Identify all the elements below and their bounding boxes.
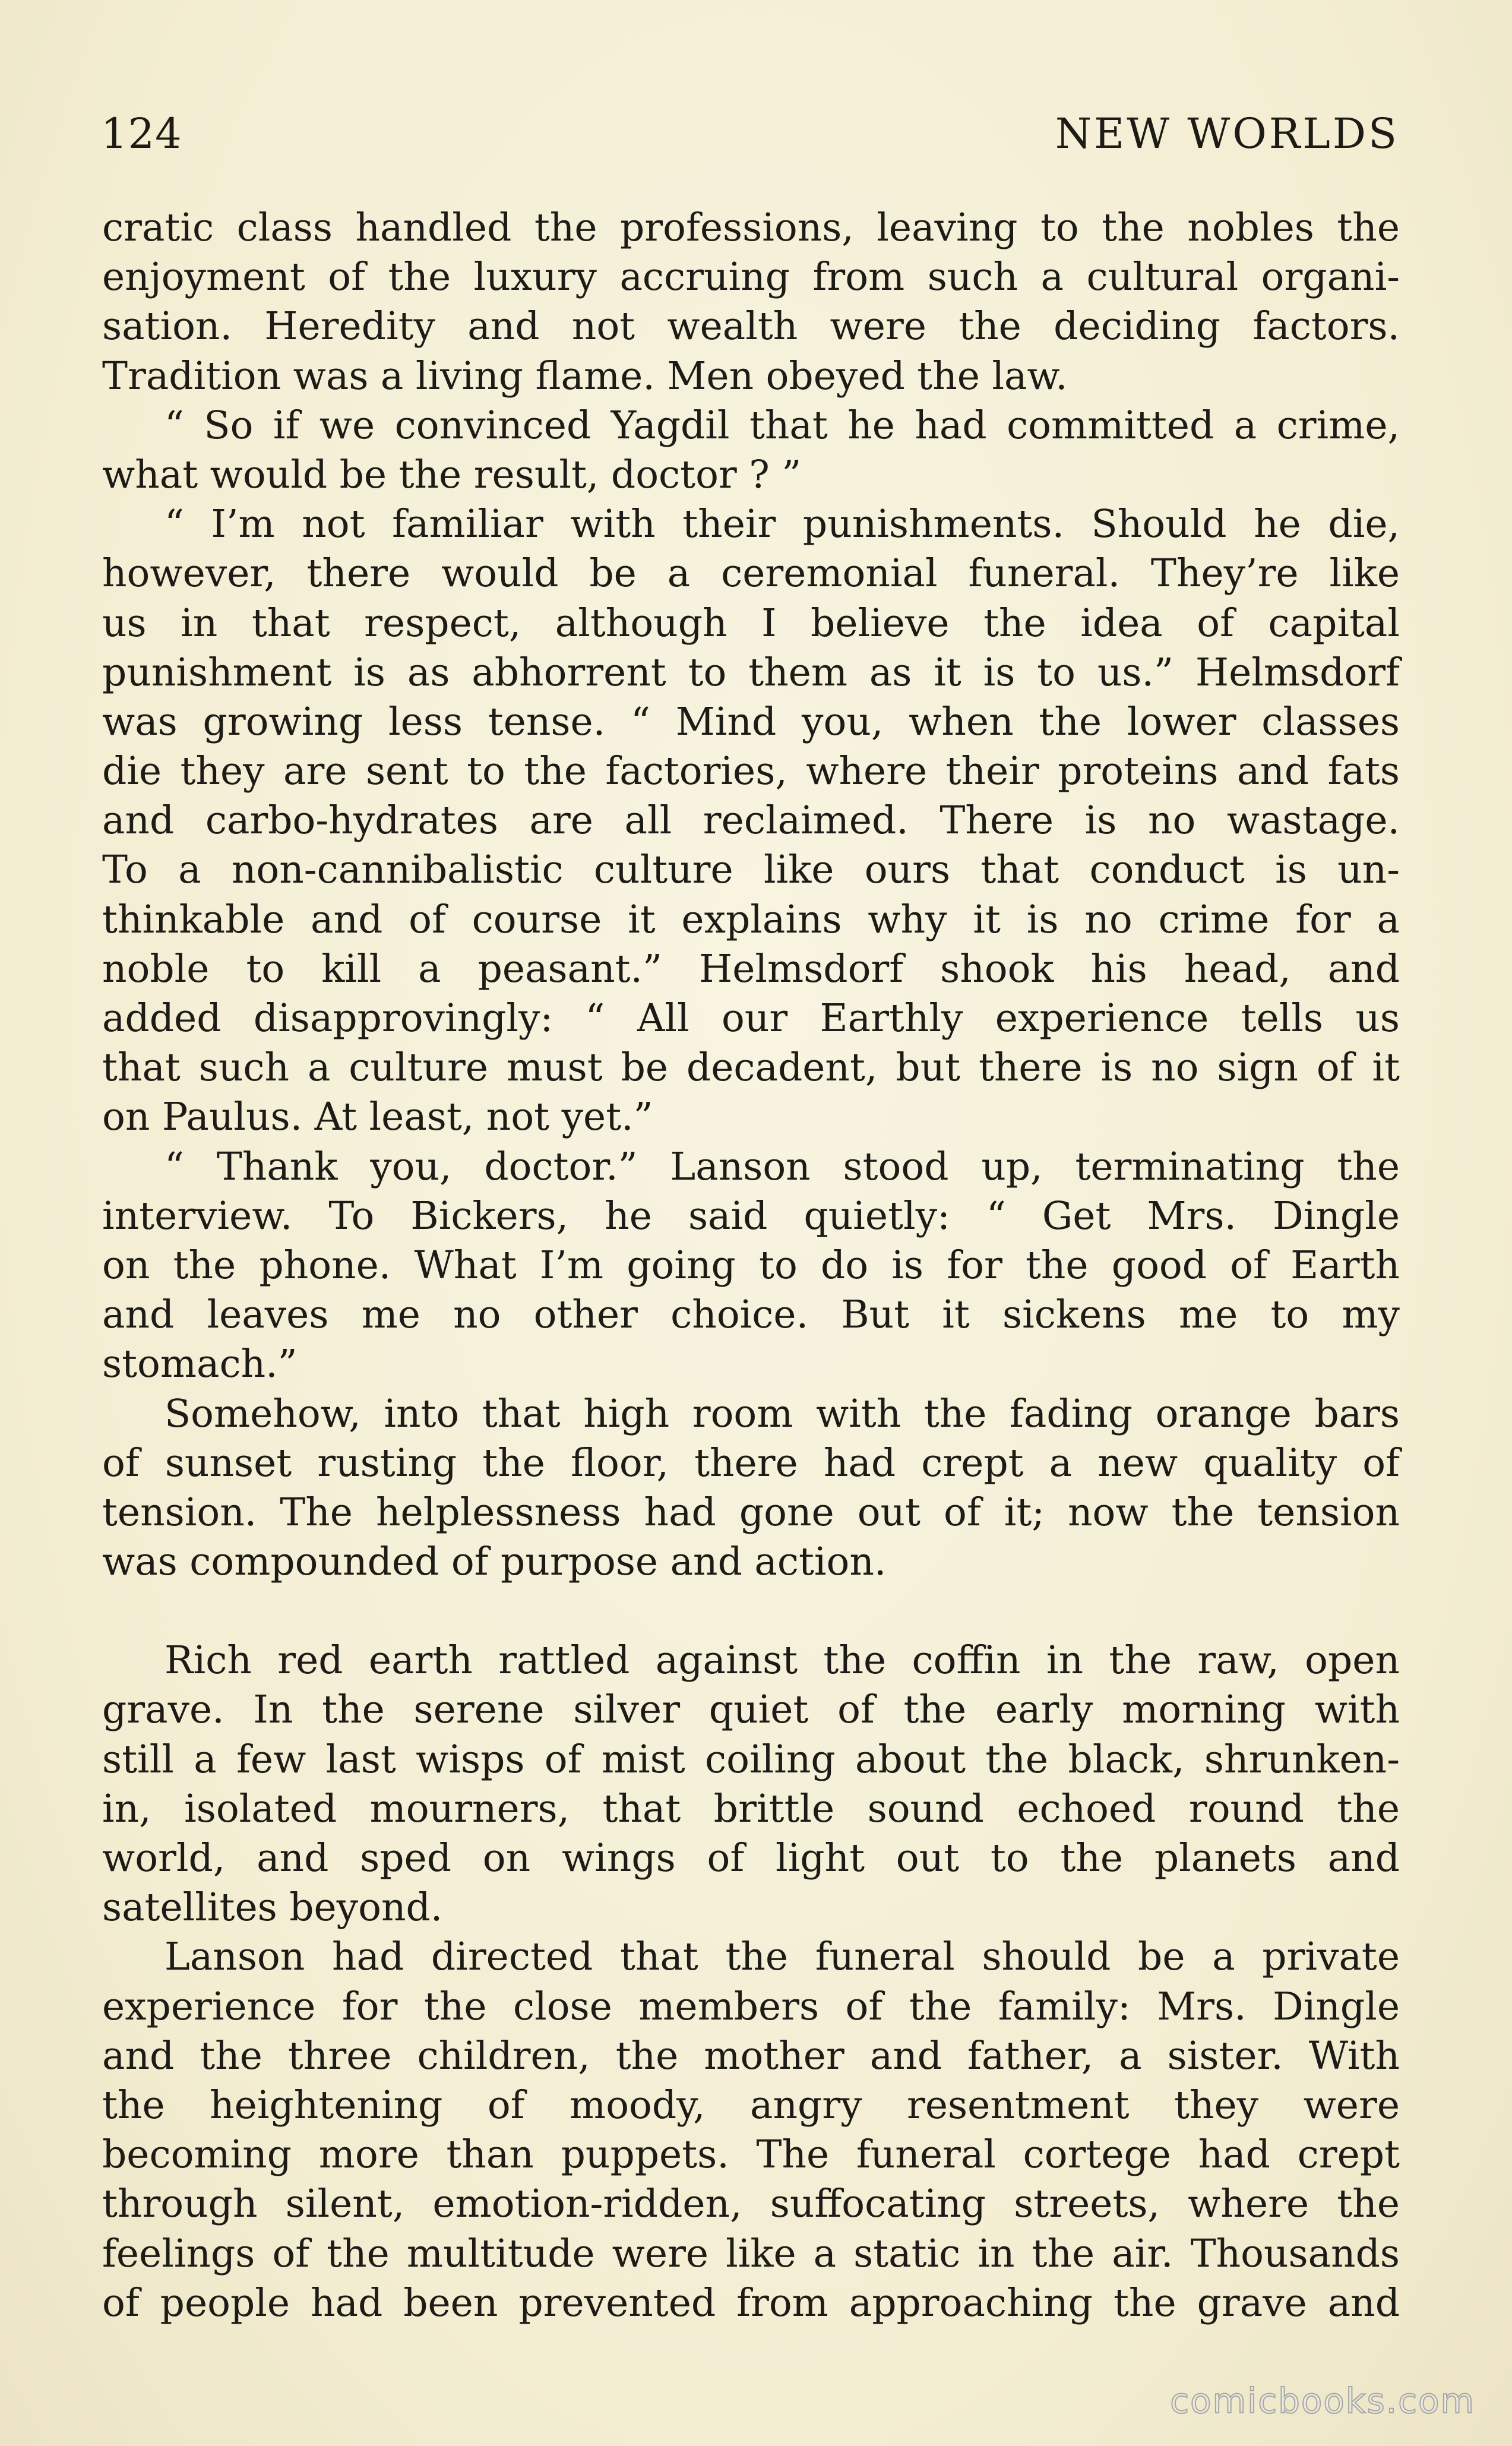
text-line: that such a culture must be decadent, but there is no sign of it [102, 1045, 1400, 1091]
text-line: thinkable and of course it explains why it is no crime for a [102, 897, 1400, 942]
watermark: comicbooks.com [1170, 2381, 1475, 2421]
text-line: of people had been prevented from approaching the grave and [102, 2280, 1400, 2325]
text-line: however, there would be a ceremonial funeral. They’re like [102, 551, 1400, 596]
text-line: added disapprovingly: “ All our Earthly experience tells us [102, 996, 1400, 1041]
text-line: sation. Heredity and not wealth were the deciding factors. [102, 304, 1400, 349]
text-line: die they are sent to the factories, where their proteins and fats [102, 749, 1400, 794]
text-line: enjoyment of the luxury accruing from such a cultural organi- [102, 255, 1400, 300]
text-line: Rich red earth rattled against the coffin in the raw, open [165, 1638, 1400, 1683]
text-line: world, and sped on wings of light out to the planets and [102, 1836, 1400, 1881]
text-line: and leaves me no other choice. But it sickens me to my [102, 1292, 1400, 1338]
text-line: in, isolated mourners, that brittle sound echoed round the [102, 1786, 1400, 1831]
text-line: To a non-cannibalistic culture like ours that conduct is un- [102, 848, 1400, 893]
text-line: what would be the result, doctor ? ” [102, 452, 802, 497]
text-line: on Paulus. At least, not yet.” [102, 1095, 653, 1140]
text-line: “ Thank you, doctor.” Lanson stood up, terminating the [165, 1144, 1400, 1189]
text-line: and carbo-hydrates are all reclaimed. There is no wastage. [102, 798, 1400, 843]
text-line: Tradition was a living flame. Men obeyed the law. [102, 353, 1068, 399]
text-line: still a few last wisps of mist coiling about the black, shrunken- [102, 1737, 1400, 1782]
paragraph [102, 1389, 1400, 1587]
text-line: was growing less tense. “ Mind you, when the lower classes [102, 699, 1400, 744]
text-line: through silent, emotion-ridden, suffocating streets, where the [102, 2182, 1400, 2227]
text-line: on the phone. What I’m going to do is for the good of Earth [102, 1243, 1400, 1288]
paragraph [102, 1142, 1400, 1389]
text-line: stomach.” [102, 1342, 298, 1387]
paragraph [102, 203, 1400, 401]
text-line: experience for the close members of the family: Mrs. Dingle [102, 1984, 1400, 2029]
section-break [102, 1587, 1400, 1636]
paragraph [102, 1636, 1400, 1932]
paragraph [102, 1932, 1400, 2328]
text-line: “ So if we convinced Yagdil that he had committed a crime, [165, 403, 1400, 448]
text-line: grave. In the serene silver quiet of the early morning with [102, 1687, 1400, 1733]
page-number: 124 [101, 109, 182, 158]
body-text [102, 203, 1400, 2328]
text-line: Somehow, into that high room with the fading orange bars [165, 1391, 1400, 1436]
text-line: noble to kill a peasant.” Helmsdorf shook his head, and [102, 946, 1400, 991]
text-line: cratic class handled the professions, leaving to the nobles the [102, 206, 1400, 250]
text-line: tension. The helplessness had gone out of it; now the tension [102, 1490, 1400, 1535]
text-line: Lanson had directed that the funeral should be a private [165, 1935, 1400, 1980]
running-head [101, 101, 1399, 166]
text-line: becoming more than puppets. The funeral cortege had crept [102, 2132, 1400, 2178]
text-line: satellites beyond. [102, 1885, 443, 1930]
text-line: was compounded of purpose and action. [102, 1540, 887, 1585]
paragraph [102, 401, 1400, 500]
text-line: interview. To Bickers, he said quietly: “ Get Mrs. Dingle [102, 1193, 1400, 1238]
text-line: and the three children, the mother and father, a sister. With [102, 2033, 1400, 2078]
journal-title: NEW WORLDS [1055, 109, 1399, 158]
text-line: “ I’m not familiar with their punishments. Should he die, [165, 502, 1400, 547]
text-line: punishment is as abhorrent to them as it is to us.” Helmsdorf [102, 650, 1400, 695]
paragraph [102, 500, 1400, 1142]
text-line: the heightening of moody, angry resentment they were [102, 2082, 1400, 2128]
text-line: us in that respect, although I believe the idea of capital [102, 601, 1400, 646]
text-line: feelings of the multitude were like a static in the air. Thousands [102, 2231, 1400, 2276]
text-line: of sunset rusting the floor, there had crept a new quality of [102, 1440, 1400, 1486]
